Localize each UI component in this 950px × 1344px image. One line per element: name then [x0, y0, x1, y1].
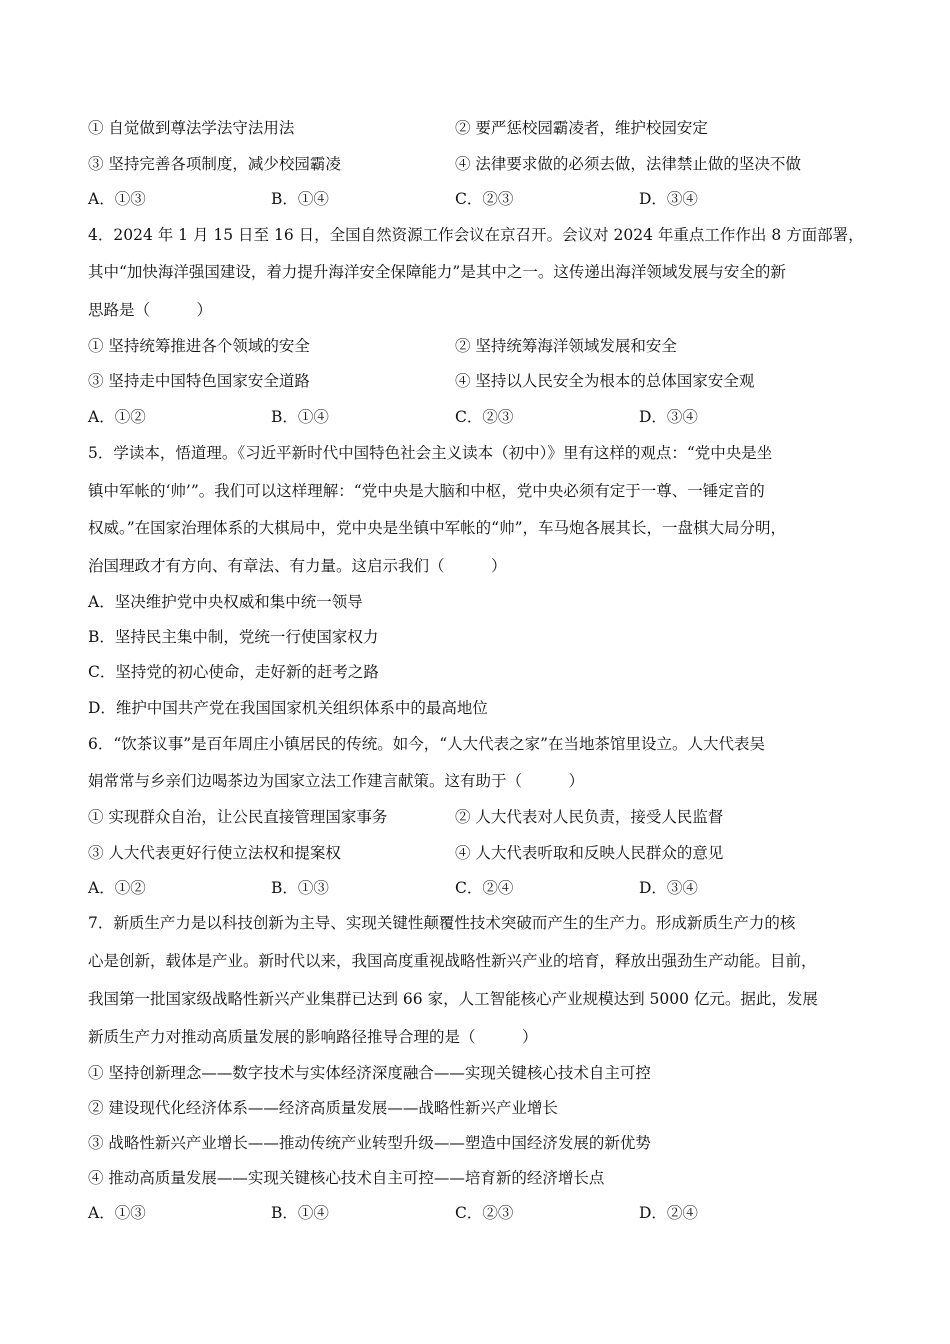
q7-option-3: ③ 战略性新兴产业增长——推动传统产业转型升级——塑造中国经济发展的新优势 [88, 1134, 651, 1152]
q4-answer-d: D．③④ [639, 408, 698, 426]
question-4-line-1: 4．2024 年 1 月 15 日至 16 日，全国自然资源工作会议在京召开。会议对 2024 年重点工作作出 8 方面部署， [88, 226, 864, 244]
q6-option-3: ③ 人大代表更好行使立法权和提案权 [88, 844, 341, 862]
q5-choice-a: A．坚决维护党中央权威和集中统一领导 [88, 593, 363, 611]
q7-option-4: ④ 推动高质量发展——实现关键核心技术自主可控——培育新的经济增长点 [88, 1169, 605, 1187]
q7-answer-b: B．①④ [271, 1204, 329, 1222]
option-2: ② 要严惩校园霸凌者，维护校园安定 [455, 119, 708, 137]
q7-option-2: ② 建设现代化经济体系——经济高质量发展——战略性新兴产业增长 [88, 1099, 558, 1117]
q5-choice-d: D．维护中国共产党在我国国家机关组织体系中的最高地位 [88, 699, 488, 717]
question-7-line-1: 7．新质生产力是以科技创新为主导、实现关键性颠覆性技术突破而产生的生产力。形成新质生产力的核 [88, 914, 796, 932]
question-5-line-2: 镇中军帐的‘帅’”。我们可以这样理解：“党中央是大脑和中枢，党中央必须有定于一尊、一锤定音的 [88, 482, 765, 500]
q6-option-2: ② 人大代表对人民负责，接受人民监督 [455, 808, 724, 826]
question-6-line-1: 6．“饮茶议事”是百年周庄小镇居民的传统。如今，“人大代表之家”在当地茶馆里设立。人大代表吴 [88, 735, 766, 753]
question-7-line-4: 新质生产力对推动高质量发展的影响路径推导合理的是（ ） [88, 1028, 538, 1046]
question-7-line-2: 心是创新，载体是产业。新时代以来，我国高度重视战略性新兴产业的培育，释放出强劲生产动能。目前， [88, 952, 817, 970]
q4-option-2: ② 坚持统筹海洋领域发展和安全 [455, 337, 677, 355]
q7-answer-c: C．②③ [455, 1204, 514, 1222]
question-4-line-3: 思路是（ ） [88, 301, 213, 319]
q4-answer-a: A．①② [88, 408, 146, 426]
q6-option-4: ④ 人大代表听取和反映人民群众的意见 [455, 844, 724, 862]
q4-option-1: ① 坚持统筹推进各个领域的安全 [88, 337, 310, 355]
q4-answer-c: C．②③ [455, 408, 514, 426]
question-5-line-3: 权威。”在国家治理体系的大棋局中，党中央是坐镇中军帐的“帅”，车马炮各展其长，一盘棋大局分明， [88, 519, 787, 537]
question-4-line-2: 其中“加快海洋强国建设，着力提升海洋安全保障能力”是其中之一。这传递出海洋领域发展与安全的新 [88, 263, 786, 281]
q4-answer-b: B．①④ [271, 408, 329, 426]
answer-a: A．①③ [88, 190, 146, 208]
q6-answer-a: A．①② [88, 879, 146, 897]
q6-answer-d: D．③④ [639, 879, 698, 897]
question-5-line-4: 治国理政才有方向、有章法、有力量。这启示我们（ ） [88, 557, 507, 575]
q6-answer-c: C．②④ [455, 879, 514, 897]
option-4: ④ 法律要求做的必须去做，法律禁止做的坚决不做 [455, 155, 801, 173]
option-3: ③ 坚持完善各项制度，减少校园霸凌 [88, 155, 341, 173]
question-5-line-1: 5．学读本，悟道理。《习近平新时代中国特色社会主义读本（初中）》里有这样的观点：“党中央是坐 [88, 444, 773, 462]
q4-option-3: ③ 坚持走中国特色国家安全道路 [88, 372, 310, 390]
question-7-line-3: 我国第一批国家级战略性新兴产业集群已达到 66 家，人工智能核心产业规模达到 5000 亿元。据此，发展 [88, 990, 818, 1008]
q6-answer-b: B．①③ [271, 879, 329, 897]
answer-d: D．③④ [639, 190, 698, 208]
q6-option-1: ① 实现群众自治，让公民直接管理国家事务 [88, 808, 388, 826]
answer-b: B．①④ [271, 190, 329, 208]
q5-choice-b: B．坚持民主集中制，党统一行使国家权力 [88, 628, 379, 646]
q7-answer-d: D．②④ [639, 1204, 698, 1222]
q5-choice-c: C．坚持党的初心使命，走好新的赶考之路 [88, 663, 379, 681]
q7-answer-a: A．①③ [88, 1204, 146, 1222]
q7-option-1: ① 坚持创新理念——数字技术与实体经济深度融合——实现关键核心技术自主可控 [88, 1064, 651, 1082]
q4-option-4: ④ 坚持以人民安全为根本的总体国家安全观 [455, 372, 755, 390]
question-6-line-2: 娟常常与乡亲们边喝茶边为国家立法工作建言献策。这有助于（ ） [88, 772, 585, 790]
option-1: ① 自觉做到尊法学法守法用法 [88, 119, 295, 137]
answer-c: C．②③ [455, 190, 514, 208]
